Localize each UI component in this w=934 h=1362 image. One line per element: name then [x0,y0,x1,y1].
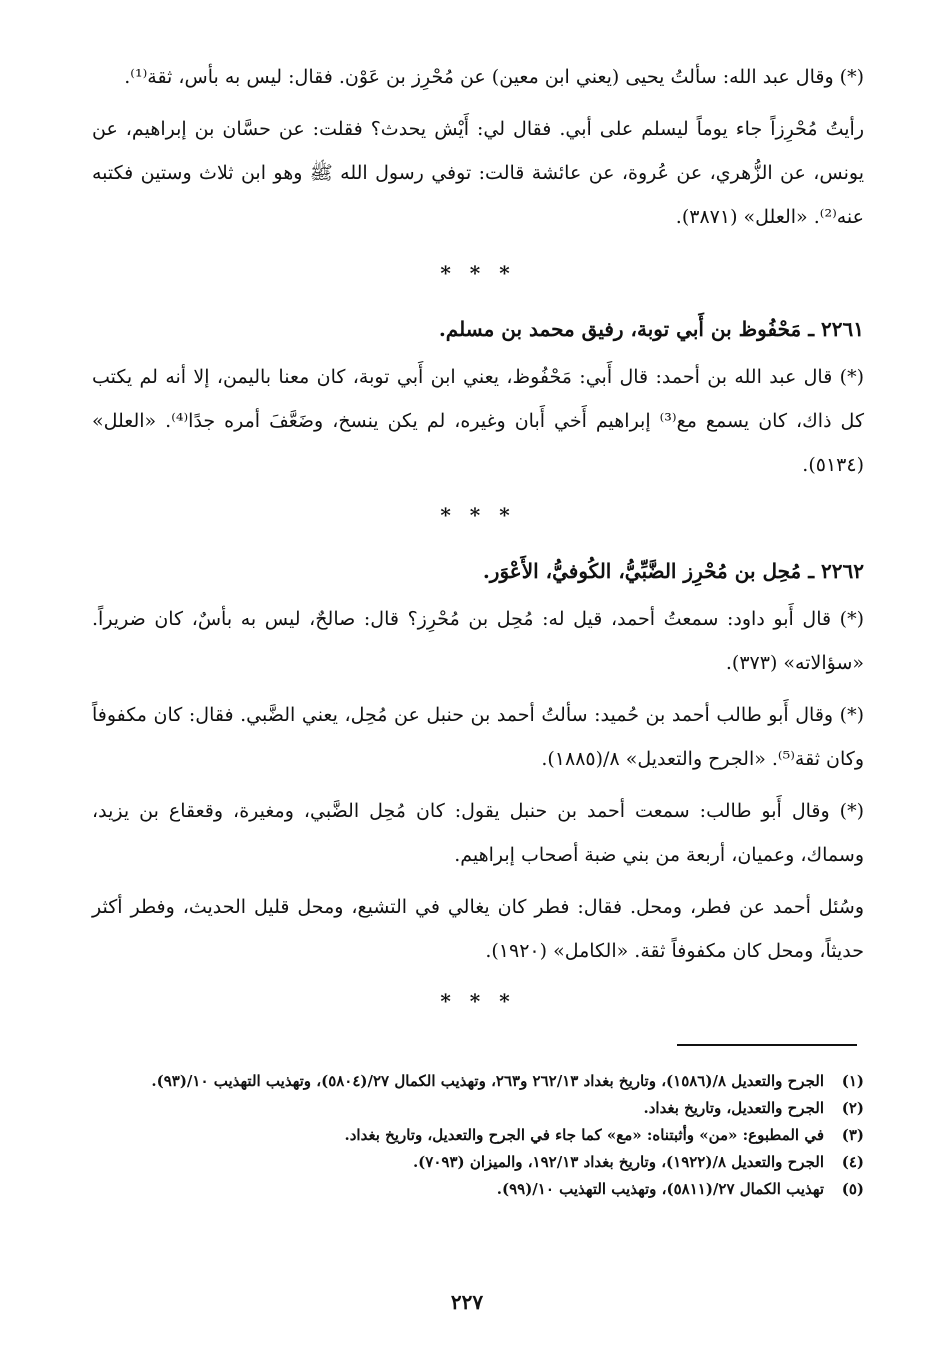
footnote-text: الجرح والتعديل، وتاريخ بغداد. [643,1099,824,1117]
footnote-item [92,1149,864,1176]
footnote-text: تهذيب الكمال ٢٧/(٥٨١١)، وتهذيب التهذيب ١٠/(٩٩). [496,1180,824,1198]
entry-heading-2261: ٢٢٦١ ـ مَحْفُوظ بن أَبي توبة، رفيق محمد بن مسلم. [438,317,864,341]
footnote-item [92,1095,864,1122]
page-body [92,55,864,1035]
paragraph-abu-dawud: (*) قال أَبو داود: سمعتُ أحمد، قيل له: مُحِل بن مُحْرِز؟ قال: صالحٌ، ليس به بأسٌ، كان ضريراً. «سؤالاته» (٣٧٣). [92,608,864,674]
footnote-item [92,1176,864,1203]
footnote-text: في المطبوع: «من» وأثبتناه: «مع» كما جاء في الجرح والتعديل، وتاريخ بغداد. [344,1126,824,1144]
footnote-divider [677,1044,857,1046]
page-number: ٢٢٧ [450,1290,484,1314]
paragraph-abu-talib-1: (*) وقال أَبو طالب أحمد بن حُميد: سألتُ أحمد بن حنبل عن مُحِل، يعني الضَّبي. فقال: كان مكفوفاً وكان ثقة⁽⁵⁾. «الجرح والتعديل» ٨/(١٨٨٥). [92,704,864,770]
footnote-number: (٣) [841,1126,864,1144]
footnote-text: الجرح والتعديل ٨/(١٩٢٢)، وتاريخ بغداد ١٩٢/١٣، والميزان (٧٠٩٣). [412,1153,824,1171]
footnote-number: (٢) [841,1099,864,1117]
paragraph-mihriz-visit: رأيتُ مُحْرِزاً جاء يوماً ليسلم على أبي. فقال لي: أَيْش يحدث؟ فقلت: عن حسَّان بن إبراهيم، عن يونس، عن الزُّهري، عن عُروة، عن عائشة قالت: توفي رسول الله ﷺ وهو ابن ثلاث وستين فكتبه عنه⁽²⁾. «العلل» (٣٨٧١). [92,118,864,228]
footnote-number: (٤) [841,1153,864,1171]
paragraph-abu-talib-2: (*) وقال أَبو طالب: سمعت أحمد بن حنبل يقول: كان مُحِل الضَّبي، ومغيرة، وقعقاع بن يزيد، وسماك، وعميان، أربعة من بني ضبة أصحاب إبراهيم. [92,800,864,866]
section-separator: * * * [440,503,516,527]
section-separator: * * * [440,989,516,1013]
paragraph-mihriz-ibn-awn: (*) وقال عبد الله: سألتُ يحيى (يعني ابن معين) عن مُحْرِز بن عَوْن. فقال: ليس به بأس، ثقة⁽¹⁾. [124,66,864,88]
section-separator: * * * [440,261,516,285]
footnote-number: (١) [841,1072,864,1090]
footnote-item [92,1068,864,1095]
footnote-item [92,1122,864,1149]
paragraph-fitr-muhil: وسُئل أحمد عن فطر، ومحل. فقال: فطر كان يغالي في التشيع، ومحل قليل الحديث، وفطر أكثر حديثاً، ومحل كان مكفوفاً ثقة. «الكامل» (١٩٢٠). [92,896,864,962]
footnote-text: الجرح والتعديل ٨/(١٥٨٦)، وتاريخ بغداد ٢٦٢/١٣ و٢٦٣، وتهذيب الكمال ٢٧/(٥٨٠٤)، وتهذيب التهذيب ١٠/(٩٣). [151,1072,824,1090]
paragraph-mahfuz: (*) قال عبد الله بن أحمد: قال أَبي: مَحْفُوظ، يعني ابن أَبي توبة، كان معنا باليمن، إلا أنه لم يكتب كل ذاك، كان يسمع مع⁽³⁾ إبراهيم أَخي أَبان وغيره، لم يكن ينسخ، وضَعَّفَ أمره جدًا⁽⁴⁾. «العلل» (٥١٣٤). [92,366,864,476]
footnote-number: (٥) [841,1180,864,1198]
entry-heading-2262: ٢٢٦٢ ـ مُحِل بن مُحْرِز الضَّبِّيُّ، الكُوفيُّ، الأَعْوَر. [482,559,864,583]
footnotes [92,1068,864,1203]
